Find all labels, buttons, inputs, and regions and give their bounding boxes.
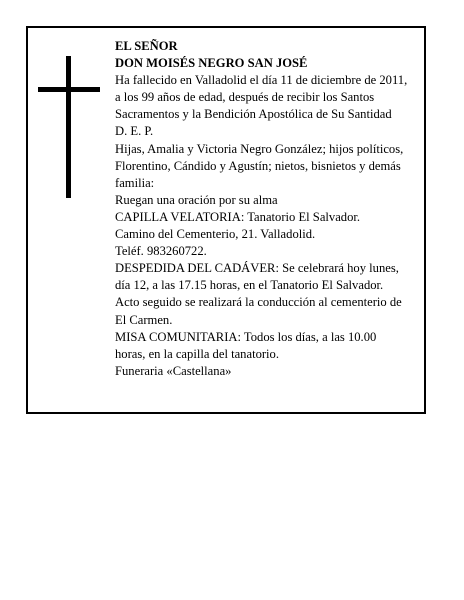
phone: Teléf. 983260722.: [115, 244, 207, 259]
prayer-request: Ruegan una oración por su alma: [115, 192, 278, 207]
notice-text: [115, 38, 409, 380]
cross-icon: [38, 56, 100, 198]
address: Camino del Cementerio, 21. Valladolid.: [115, 227, 316, 242]
obituary-notice: [26, 26, 426, 414]
notice-title: EL SEÑOR: [115, 39, 178, 53]
wake-chapel: CAPILLA VELATORIA: Tanatorio El Salvador.: [115, 209, 361, 224]
funeral-home: Funeraria «Castellana»: [115, 363, 232, 378]
mass: MISA COMUNITARIA: Todos los días, a las 10.00 horas, en la capilla del tanatorio.: [115, 329, 377, 361]
deceased-name: DON MOISÉS NEGRO SAN JOSÉ: [115, 56, 308, 71]
family-line: Hijas, Amalia y Victoria Negro González; hijos políticos, Florentino, Cándido y Agustín; nietos, bisnietos y demás familia:: [115, 141, 404, 190]
death-statement: Ha fallecido en Valladolid el día 11 de diciembre de 2011, a los 99 años de edad, después de recibir los Santos Sacramentos y la Bendición Apostólica de Su Santidad: [115, 73, 408, 122]
farewell: DESPEDIDA DEL CADÁVER: Se celebrará hoy lunes, día 12, a las 17.15 horas, en el Tanatorio El Salvador. Acto seguido se realizará la conducción al cementerio de El Carmen.: [115, 261, 402, 327]
dep-line: D. E. P.: [115, 124, 154, 139]
